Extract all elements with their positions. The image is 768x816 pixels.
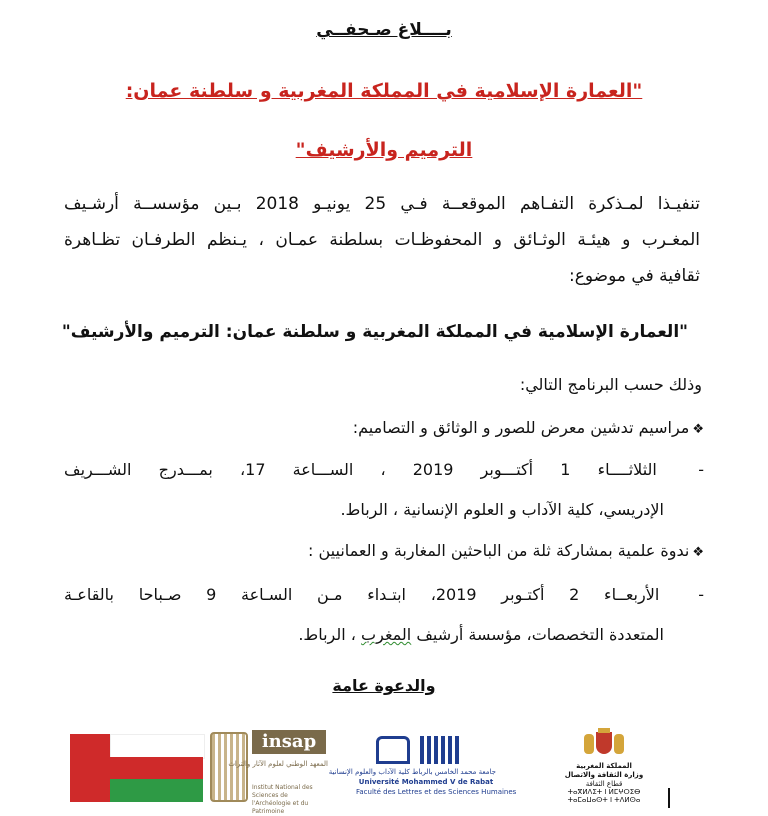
program-item-2-detail-line-2: المتعددة التخصصات، مؤسسة أرشيف المغرب ، الرباط. [298,625,664,644]
ministry-line-4: ⵜⴰⴳⵍⴷⵉⵜ ⵏ ⵍⵎⵖⵔⵉⴱ [567,788,641,796]
headline-line-1: "العمارة الإسلامية في المملكة المغربية و سلطنة عمان: [125,80,643,102]
bullet-diamond-icon: ❖ [692,545,704,560]
program-item-2-detail-line-1: - الأربعــاء 2 أكتـوبر 2019، ابتـداء مـن السـاعة 9 صـباحا بالقاعـة [64,575,704,615]
intro-paragraph [64,186,700,294]
program-item-1-heading: مراسيم تدشين معرض للصور و الوثائق و التصاميم: [352,418,690,437]
program-intro: وذلك حسب البرنامج التالي: [519,375,702,394]
intro-line-3: ثقافية في موضوع: [569,266,700,286]
intro-line-1: تنفيـذا لمـذكرة التفـاهم الموقعــة فـي 25 يونيـو 2018 بـين مؤسســة أرشـيف [64,194,700,214]
university-arabic-name: جامعة محمد الخامس بالرباط كلية الآداب والعلوم الإنسانية [328,768,496,776]
flag-white-band [110,734,205,759]
intro-line-2: المغـرب و هيئـة الوثـائق و المحفوظـات بسلطنة عمـان ، يـنظم الطرفـان تظـاهرة [64,230,700,250]
program-item-2 [308,541,704,560]
headline-line-2: الترميم والأرشيف" [295,139,473,161]
ministry-line-5: ⵜⴰⵎⴰⵡⴰⵙⵜ ⵏ ⵜⴷⵍⵙⴰ [567,796,641,804]
closing-invitation: والدعوة عامة [332,676,436,695]
spellcheck-underlined-word: المغرب [361,625,412,644]
ministry-line-3: قطاع الثقافة [585,780,623,788]
insap-logo [210,730,328,815]
ministry-line-2: وزارة الثقافة والاتصال [564,771,644,779]
flag-green-band [110,779,203,802]
program-item-1 [353,418,704,437]
university-building-icon [420,736,460,764]
program-item-2-detail [64,575,704,655]
program-item-1-detail-line-2: الإدريسي، كلية الآداب و العلوم الإنسانية ، الرباط. [340,500,664,519]
insap-arabic-name: المعهد الوطني لعلوم الآثار والتراث [228,760,328,768]
ministry-logo [548,728,660,806]
dash-marker: - [698,460,705,479]
text-cursor [668,788,670,808]
oman-flag-logo [70,734,203,802]
university-faculty: Faculté des Lettres et des Sciences Humaines [356,788,517,796]
moroccan-coat-of-arms-icon [584,728,624,760]
bullet-diamond-icon: ❖ [692,422,704,437]
university-name: Université Mohammed V de Rabat [358,778,494,786]
university-emblem-icon [376,736,410,764]
insap-latin-name: Institut National des Sciences de l'Archéologie et du Patrimoine [252,784,313,815]
flag-red-band [70,734,110,802]
program-item-2-heading: ندوة علمية بمشاركة ثلة من الباحثين المغاربة و العمانيين : [308,541,690,560]
program-item-1-detail-line-1: - الثلاثــــاء 1 أكتـــوبر 2019 ، الســـاعة 17، بمـــدرج الشـــريف [64,450,704,490]
dash-marker: - [698,585,705,604]
university-logo [328,736,517,800]
program-item-1-detail [64,450,704,530]
document-title: بــــلاغ صـحفــي [316,20,452,40]
flag-red-stripe [110,757,203,779]
insap-wordmark: insap [252,730,326,754]
event-title-quote: "العمارة الإسلامية في المملكة المغربية و سلطنة عمان: الترميم والأرشيف" [61,322,688,342]
ministry-line-1: المملكة المغربية [576,762,632,770]
